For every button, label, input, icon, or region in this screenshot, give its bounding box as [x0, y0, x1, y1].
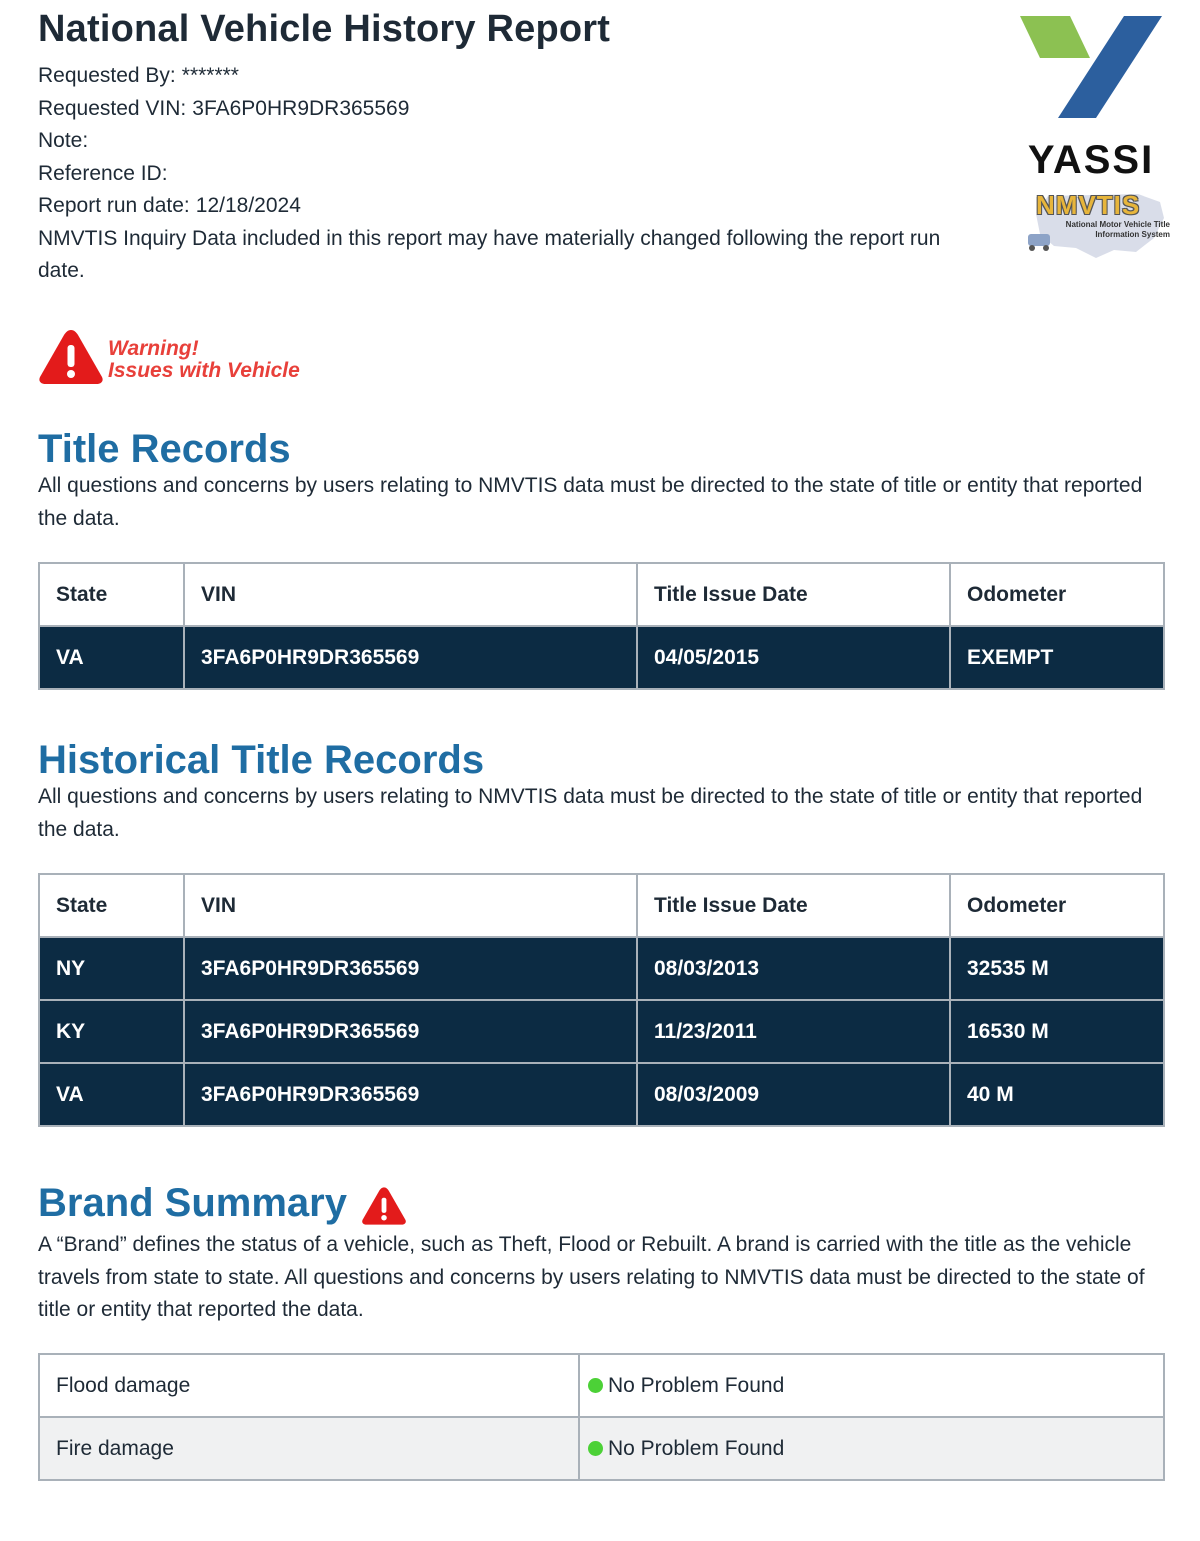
- column-header: Title Issue Date: [637, 563, 950, 626]
- state-cell: NY: [39, 937, 184, 1000]
- status-ok-icon: [588, 1378, 603, 1393]
- warning-triangle-icon: [361, 1186, 407, 1226]
- yassi-mark-icon: [1018, 14, 1164, 124]
- requested-by: [38, 60, 1018, 93]
- nmvtis-wordmark: NMVTIS: [1036, 190, 1141, 220]
- title-records-table: [38, 562, 1165, 690]
- disclaimer-line-1: NMVTIS Inquiry Data included in this report may have materially changed following the report run: [38, 226, 941, 250]
- column-header: VIN: [184, 874, 637, 937]
- brand-label-cell: Fire damage: [39, 1417, 579, 1480]
- requested-vin-label: Requested VIN:: [38, 96, 187, 120]
- table-header-row: [39, 563, 1164, 626]
- warning-line-2: Issues with Vehicle: [108, 359, 300, 382]
- warning-text: [108, 338, 368, 382]
- state-cell: KY: [39, 1000, 184, 1063]
- column-header: State: [39, 563, 184, 626]
- brand-status-text: No Problem Found: [608, 1373, 785, 1397]
- nmvtis-logo: [1018, 190, 1168, 264]
- title-date-cell: 04/05/2015: [637, 626, 950, 689]
- title-records-heading: Title Records: [38, 427, 291, 471]
- run-date-label: Report run date:: [38, 194, 190, 217]
- vin-cell: 3FA6P0HR9DR365569: [184, 937, 637, 1000]
- status-ok-icon: [588, 1441, 603, 1456]
- run-date-value: 12/18/2024: [195, 194, 301, 217]
- brand-summary-table: [38, 1353, 1165, 1481]
- vin-cell: 3FA6P0HR9DR365569: [184, 626, 637, 689]
- nmvtis-subtitle: National Motor Vehicle Title Information System: [1065, 220, 1170, 239]
- vin-cell: 3FA6P0HR9DR365569: [184, 1063, 637, 1126]
- report-title: National Vehicle History Report: [38, 8, 611, 50]
- run-date: [38, 190, 1018, 223]
- brand-label-cell: Flood damage: [39, 1354, 579, 1417]
- title-date-cell: 11/23/2011: [637, 1000, 950, 1063]
- title-date-cell: 08/03/2009: [637, 1063, 950, 1126]
- table-row: [39, 626, 1164, 689]
- brand-status-text: No Problem Found: [608, 1436, 785, 1460]
- column-header: Title Issue Date: [637, 874, 950, 937]
- title-date-cell: 08/03/2013: [637, 937, 950, 1000]
- disclaimer-line-2: date.: [38, 259, 85, 282]
- table-row: [39, 1000, 1164, 1063]
- odometer-cell: 32535 M: [950, 937, 1164, 1000]
- table-row: [39, 1417, 1164, 1480]
- column-header: State: [39, 874, 184, 937]
- brand-summary-description: A “Brand” defines the status of a vehicle, such as Theft, Flood or Rebuilt. A brand is carried with the title as the vehicle travels from state to state. All questions and concerns by users relating to NMVTIS data must be directed to the state of title or entity that reported the data.: [38, 1233, 1145, 1321]
- requested-by-label: Requested By:: [38, 64, 176, 87]
- column-header: VIN: [184, 563, 637, 626]
- odometer-cell: 16530 M: [950, 1000, 1164, 1063]
- table-row: [39, 1063, 1164, 1126]
- historical-title-records-description: All questions and concerns by users relating to NMVTIS data must be directed to the state of title or entity that reported the data.: [38, 785, 1143, 841]
- warning-line-1: Warning!: [108, 337, 199, 360]
- requested-vin-value: 3FA6P0HR9DR365569: [192, 96, 410, 120]
- table-row: [39, 1354, 1164, 1417]
- reference-id: [38, 158, 1018, 191]
- historical-title-records-table: [38, 873, 1165, 1127]
- requested-by-value: *******: [181, 64, 239, 87]
- report-meta: [38, 60, 1018, 288]
- vin-cell: 3FA6P0HR9DR365569: [184, 1000, 637, 1063]
- warning-triangle-icon: [38, 328, 104, 386]
- state-cell: VA: [39, 626, 184, 689]
- table-row: [39, 937, 1164, 1000]
- odometer-cell: 40 M: [950, 1063, 1164, 1126]
- historical-title-records-heading: Historical Title Records: [38, 738, 485, 782]
- reference-id-label: Reference ID:: [38, 161, 168, 185]
- column-header: Odometer: [950, 874, 1164, 937]
- state-cell: VA: [39, 1063, 184, 1126]
- table-header-row: [39, 874, 1164, 937]
- yassi-wordmark: YASSI: [1027, 138, 1155, 182]
- note: [38, 125, 1018, 158]
- brand-summary-heading: Brand Summary: [38, 1181, 347, 1225]
- brand-status-cell: [579, 1417, 1164, 1480]
- title-records-description: All questions and concerns by users relating to NMVTIS data must be directed to the state of title or entity that reported the data.: [38, 474, 1143, 530]
- brand-status-cell: [579, 1354, 1164, 1417]
- note-label: Note:: [38, 129, 89, 152]
- column-header: Odometer: [950, 563, 1164, 626]
- yassi-logo: [1018, 14, 1170, 254]
- odometer-cell: EXEMPT: [950, 626, 1164, 689]
- requested-vin: [38, 93, 1018, 126]
